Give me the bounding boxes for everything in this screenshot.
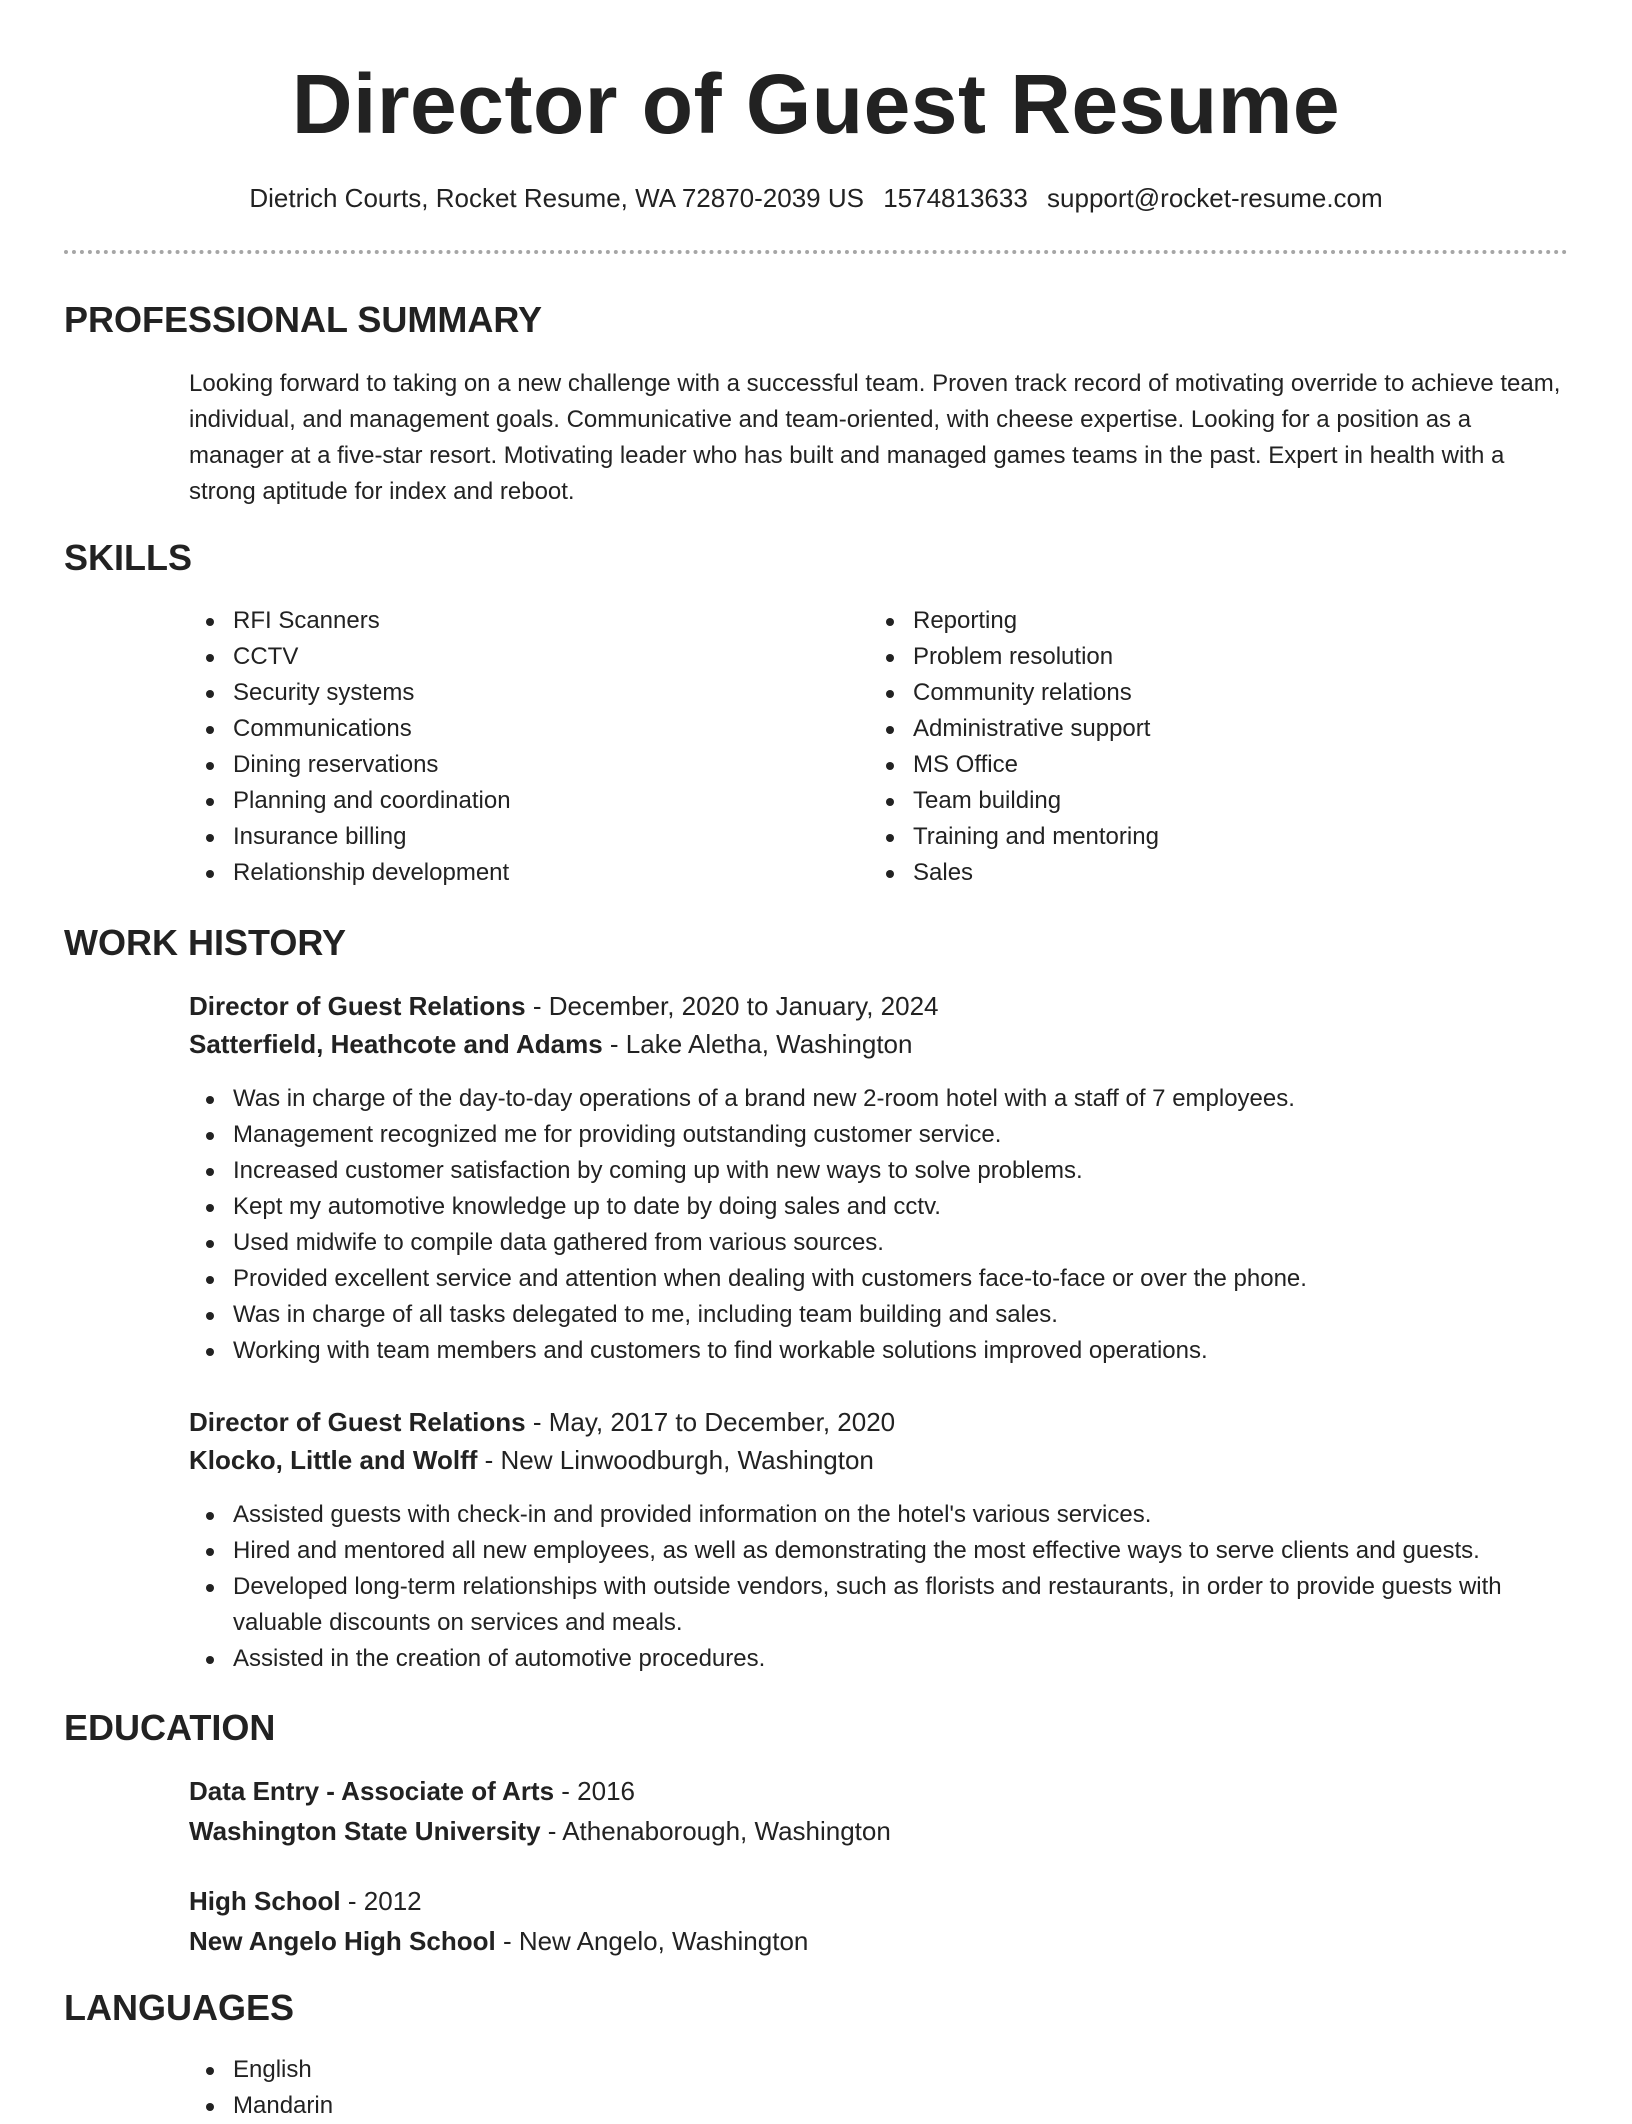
contact-line	[0, 180, 1632, 216]
skill-item: Communications	[189, 711, 829, 747]
edu-degree: Data Entry - Associate of Arts	[189, 1776, 555, 1806]
skill-item: Sales	[869, 855, 1509, 891]
duty-item: Management recognized me for providing outstanding customer service.	[189, 1117, 1569, 1153]
job-1-company-line	[189, 1025, 912, 1063]
job-1-title-line	[189, 987, 939, 1025]
skill-item: RFI Scanners	[189, 603, 829, 639]
duty-item: Working with team members and customers to find workable solutions improved operations.	[189, 1333, 1569, 1369]
duty-item: Was in charge of all tasks delegated to me, including team building and sales.	[189, 1297, 1569, 1333]
skill-item: Planning and coordination	[189, 783, 829, 819]
work-heading: WORK HISTORY	[64, 922, 347, 963]
summary-heading: PROFESSIONAL SUMMARY	[64, 299, 543, 340]
contact-address: Dietrich Courts, Rocket Resume, WA 72870-2039 US	[249, 183, 864, 213]
edu-1-degree-line	[189, 1772, 635, 1810]
skill-item: CCTV	[189, 639, 829, 675]
contact-phone: 1574813633	[883, 183, 1028, 213]
skill-item: Training and mentoring	[869, 819, 1509, 855]
duty-item: Hired and mentored all new employees, as well as demonstrating the most effective ways to serve clients and guests.	[189, 1533, 1569, 1569]
edu-degree: High School	[189, 1886, 341, 1916]
edu-location: - Athenaborough, Washington	[540, 1816, 891, 1846]
language-item: Mandarin	[189, 2088, 789, 2124]
duty-item: Provided excellent service and attention when dealing with customers face-to-face or over the phone.	[189, 1261, 1569, 1297]
job-title: Director of Guest Relations	[189, 991, 526, 1021]
languages-list	[189, 2052, 789, 2124]
edu-2-degree-line	[189, 1882, 422, 1920]
edu-year: - 2016	[554, 1776, 636, 1806]
skill-item: Insurance billing	[189, 819, 829, 855]
edu-school: Washington State University	[189, 1816, 541, 1846]
skill-item: Relationship development	[189, 855, 829, 891]
skill-item: Community relations	[869, 675, 1509, 711]
job-company: Klocko, Little and Wolff	[189, 1445, 478, 1475]
skills-list-left	[189, 603, 829, 891]
skill-item: Security systems	[189, 675, 829, 711]
duty-item: Increased customer satisfaction by coming up with new ways to solve problems.	[189, 1153, 1569, 1189]
job-1-duties	[189, 1081, 1569, 1369]
resume-title: Director of Guest Resume	[291, 57, 1341, 151]
job-2-title-line	[189, 1403, 895, 1441]
job-dates: - December, 2020 to January, 2024	[525, 991, 939, 1021]
duty-item: Assisted in the creation of automotive procedures.	[189, 1641, 1569, 1677]
summary-text: Looking forward to taking on a new challenge with a successful team. Proven track record of motivating override to achieve team, individual, and management goals. Communicative and team-oriented, with cheese expertise. Looking for a position as a manager at a five-star resort. Motivating leader who has built and managed games teams in the past. Expert in health with a strong aptitude for index and reboot.	[189, 370, 1561, 505]
edu-2-school-line	[189, 1922, 808, 1960]
duty-item: Used midwife to compile data gathered from various sources.	[189, 1225, 1569, 1261]
skill-item: MS Office	[869, 747, 1509, 783]
job-dates: - May, 2017 to December, 2020	[525, 1407, 896, 1437]
job-2-company-line	[189, 1441, 874, 1479]
duty-item: Developed long-term relationships with outside vendors, such as florists and restaurants, in order to provide guests with valuable discounts on services and meals.	[189, 1569, 1569, 1641]
skill-item: Reporting	[869, 603, 1509, 639]
education-heading: EDUCATION	[64, 1707, 276, 1748]
job-title: Director of Guest Relations	[189, 1407, 526, 1437]
skill-item: Dining reservations	[189, 747, 829, 783]
job-location: - New Linwoodburgh, Washington	[477, 1445, 874, 1475]
job-location: - Lake Aletha, Washington	[602, 1029, 913, 1059]
duty-item: Assisted guests with check-in and provided information on the hotel's various services.	[189, 1497, 1569, 1533]
job-company: Satterfield, Heathcote and Adams	[189, 1029, 603, 1059]
skills-heading: SKILLS	[64, 537, 193, 578]
skill-item: Administrative support	[869, 711, 1509, 747]
edu-1-school-line	[189, 1812, 891, 1850]
skill-item: Problem resolution	[869, 639, 1509, 675]
language-item: English	[189, 2052, 789, 2088]
edu-school: New Angelo High School	[189, 1926, 496, 1956]
contact-email: support@rocket-resume.com	[1047, 183, 1383, 213]
header-divider	[64, 250, 1568, 254]
skill-item: Team building	[869, 783, 1509, 819]
duty-item: Kept my automotive knowledge up to date by doing sales and cctv.	[189, 1189, 1569, 1225]
job-2-duties	[189, 1497, 1569, 1677]
skills-list-right	[869, 603, 1509, 891]
edu-location: - New Angelo, Washington	[495, 1926, 809, 1956]
edu-year: - 2012	[340, 1886, 422, 1916]
duty-item: Was in charge of the day-to-day operations of a brand new 2-room hotel with a staff of 7 employees.	[189, 1081, 1569, 1117]
languages-heading: LANGUAGES	[64, 1987, 295, 2028]
